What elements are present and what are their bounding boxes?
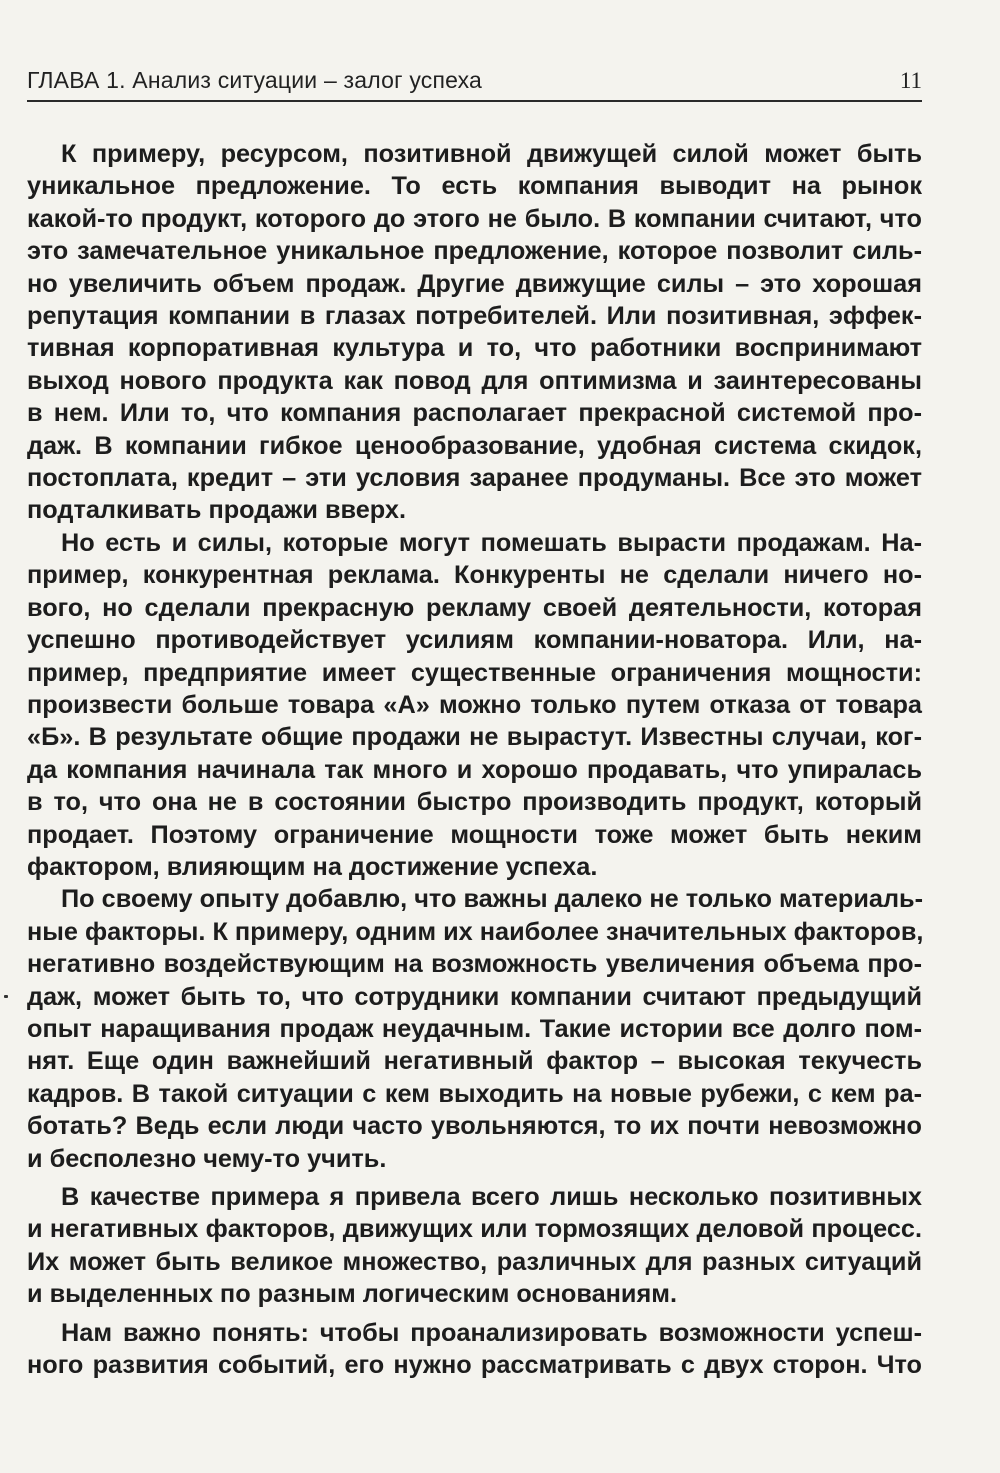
paragraph: [27, 1181, 922, 1311]
text-line: подталкивать продажи вверх.: [27, 496, 406, 525]
text-line: но увеличить объем продаж. Другие движущие силы – это хорошая: [27, 269, 922, 298]
text-line: нят. Еще один важнейший негативный фактор – высокая текучесть: [27, 1047, 922, 1076]
text-line: даж. В компании гибкое ценообразование, удобная система скидок,: [27, 431, 922, 460]
text-line: ботать? Ведь если люди часто увольняются, то их почти невозможно: [27, 1112, 922, 1141]
paragraph: [27, 1317, 922, 1382]
text-line: даж, может быть то, что сотрудники компании считают предыдущий: [27, 982, 922, 1011]
text-line: и выделенных по разным логическим основаниям.: [27, 1280, 677, 1309]
text-line: произвести больше товара «А» можно только путем отказа от товара: [27, 690, 922, 719]
text-line: это замечательное уникальное предложение, которое позволит силь-: [27, 237, 922, 266]
paragraph: [27, 138, 922, 527]
text-line: тивная корпоративная культура и то, что работники воспринимают: [27, 334, 922, 363]
text-line: «Б». В результате общие продажи не вырастут. Известны случаи, ког-: [27, 723, 922, 752]
text-line: репутация компании в глазах потребителей. Или позитивная, эффек-: [27, 302, 922, 331]
running-header: [27, 60, 922, 102]
text-line: Но есть и силы, которые могут помешать вырасти продажам. На-: [61, 528, 922, 557]
page-number: 11: [899, 68, 922, 93]
text-line: В качестве примера я привела всего лишь несколько позитивных: [61, 1183, 922, 1211]
text-line: в нем. Или то, что компания располагает прекрасной системой про-: [27, 399, 922, 428]
chapter-title: ГЛАВА 1. Анализ ситуации – залог успеха: [27, 67, 483, 93]
paragraph: [27, 883, 922, 1175]
paragraph: [27, 527, 922, 883]
text-line: уникальное предложение. То есть компания выводит на рынок: [27, 172, 922, 201]
text-line: продает. Поэтому ограничение мощности тоже может быть неким: [27, 820, 922, 849]
text-line: и бесполезно чему-то учить.: [27, 1144, 387, 1173]
text-line: в то, что она не в состоянии быстро производить продукт, который: [27, 788, 922, 817]
text-line: ные факторы. К примеру, одним их наиболее значительных факторов,: [27, 917, 924, 946]
text-line: опыт наращивания продаж неудачным. Такие истории все долго пом-: [27, 1014, 922, 1043]
body-text: [27, 138, 922, 1381]
text-line: пример, предприятие имеет существенные ограничения мощности:: [27, 658, 922, 687]
text-line: По своему опыту добавлю, что важны далеко не только материаль-: [61, 885, 924, 914]
text-line: вого, но сделали прекрасную рекламу своей деятельности, которая: [27, 593, 922, 622]
text-line: пример, конкурентная реклама. Конкуренты не сделали ничего но-: [27, 561, 922, 590]
text-line: какой-то продукт, которого до этого не было. В компании считают, что: [27, 204, 922, 233]
text-line: ного развития событий, его нужно рассматривать с двух сторон. Что: [27, 1351, 922, 1380]
text-line: постоплата, кредит – эти условия заранее продуманы. Все это может: [27, 464, 922, 493]
text-line: выход нового продукта как повод для оптимизма и заинтересованы: [27, 366, 922, 395]
text-line: Их может быть великое множество, различных для разных ситуаций: [27, 1247, 922, 1276]
text-line: Нам важно понять: чтобы проанализировать возможности успеш-: [61, 1318, 922, 1347]
text-line: фактором, влияющим на достижение успеха.: [27, 852, 598, 881]
text-line: кадров. В такой ситуации с кем выходить на новые рубежи, с кем ра-: [27, 1079, 922, 1108]
text-line: К примеру, ресурсом, позитивной движущей силой может быть: [61, 140, 922, 168]
text-line: негативно воздействующим на возможность увеличения объема про-: [27, 950, 922, 979]
text-line: успешно противодействует усилиям компании-новатора. Или, на-: [27, 626, 922, 655]
print-speck: [4, 995, 8, 998]
text-line: и негативных факторов, движущих или тормозящих деловой процесс.: [27, 1215, 922, 1244]
text-line: да компания начинала так много и хорошо продавать, что упиралась: [27, 755, 922, 784]
